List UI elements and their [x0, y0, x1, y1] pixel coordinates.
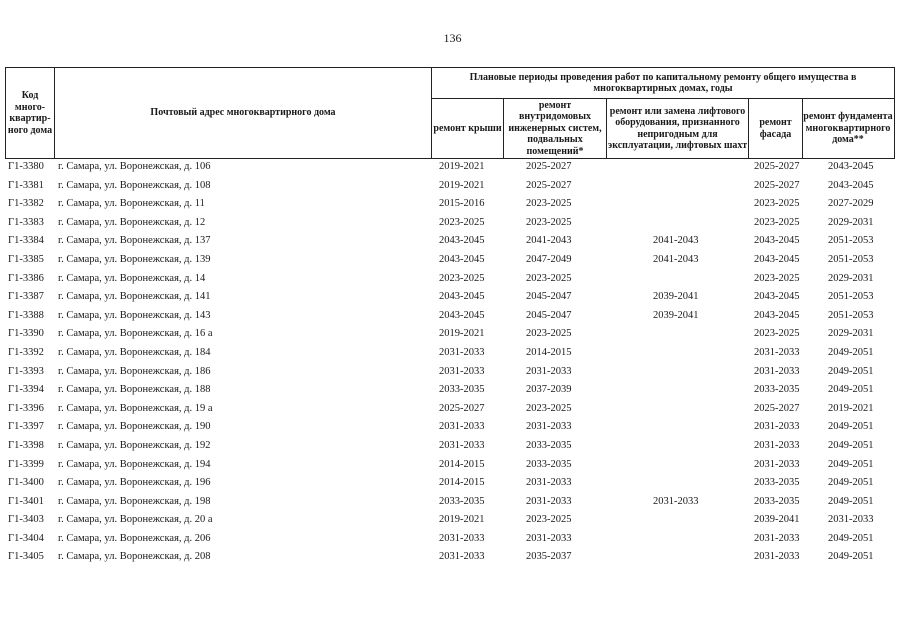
cell-roof: 2033-2035 — [439, 384, 485, 396]
cell-roof: 2014-2015 — [439, 458, 485, 470]
cell-address: г. Самара, ул. Воронежская, д. 106 — [58, 161, 211, 172]
cell-code: Г1-3388 — [8, 309, 44, 321]
cell-address: г. Самара, ул. Воронежская, д. 137 — [58, 235, 211, 247]
cell-foundation: 2049-2051 — [828, 532, 874, 544]
cell-engineering: 2045-2047 — [526, 291, 572, 303]
header-foundation: ремонт фундамента многоквартирного дома** — [803, 111, 893, 146]
cell-roof: 2019-2021 — [439, 161, 485, 172]
cell-code: Г1-3385 — [8, 253, 44, 265]
cell-address: г. Самара, ул. Воронежская, д. 186 — [58, 365, 211, 377]
cell-code: Г1-3386 — [8, 272, 44, 284]
cell-code: Г1-3381 — [8, 179, 44, 191]
cell-roof: 2031-2033 — [439, 365, 485, 377]
cell-facade: 2031-2033 — [754, 458, 800, 470]
cell-engineering: 2037-2039 — [526, 384, 572, 396]
cell-facade: 2031-2033 — [754, 551, 800, 563]
cell-address: г. Самара, ул. Воронежская, д. 141 — [58, 291, 211, 303]
cell-engineering: 2023-2025 — [526, 402, 572, 414]
cell-foundation: 2049-2051 — [828, 551, 874, 563]
header-address: Почтовый адрес многоквартирного дома — [150, 107, 336, 119]
cell-address: г. Самара, ул. Воронежская, д. 184 — [58, 346, 211, 358]
cell-roof: 2015-2016 — [439, 198, 485, 210]
table-row — [5, 531, 895, 550]
cell-roof: 2031-2033 — [439, 439, 485, 451]
cell-roof: 2025-2027 — [439, 402, 485, 414]
cell-lift: 2041-2043 — [653, 235, 699, 247]
page-number: 136 — [443, 31, 462, 45]
cell-facade: 2031-2033 — [754, 532, 800, 544]
table-row — [5, 438, 895, 457]
table-row — [5, 419, 895, 438]
cell-engineering: 2014-2015 — [526, 346, 572, 358]
cell-code: Г1-3392 — [8, 346, 44, 358]
cell-roof: 2019-2021 — [439, 328, 485, 340]
cell-address: г. Самара, ул. Воронежская, д. 198 — [58, 495, 211, 507]
cell-code: Г1-3383 — [8, 216, 44, 228]
cell-address: г. Самара, ул. Воронежская, д. 108 — [58, 179, 211, 191]
cell-foundation: 2043-2045 — [828, 161, 874, 172]
cell-engineering: 2023-2025 — [526, 328, 572, 340]
cell-address: г. Самара, ул. Воронежская, д. 19 а — [58, 402, 213, 414]
cell-engineering: 2023-2025 — [526, 216, 572, 228]
table-row — [5, 289, 895, 308]
cell-foundation: 2029-2031 — [828, 216, 874, 228]
cell-engineering: 2023-2025 — [526, 514, 572, 526]
cell-address: г. Самара, ул. Воронежская, д. 208 — [58, 551, 211, 563]
cell-address: г. Самара, ул. Воронежская, д. 16 а — [58, 328, 213, 340]
cell-foundation: 2031-2033 — [828, 514, 874, 526]
header-periods: Плановые периоды проведения работ по капитальному ремонту общего имущества в многоквартирных домах, годы — [469, 71, 857, 94]
cell-address: г. Самара, ул. Воронежская, д. 188 — [58, 384, 211, 396]
cell-code: Г1-3404 — [8, 532, 44, 544]
cell-code: Г1-3380 — [8, 161, 44, 172]
cell-foundation: 2049-2051 — [828, 384, 874, 396]
cell-facade: 2043-2045 — [754, 235, 800, 247]
cell-facade: 2025-2027 — [754, 179, 800, 191]
cell-foundation: 2051-2053 — [828, 309, 874, 321]
cell-address: г. Самара, ул. Воронежская, д. 20 а — [58, 514, 213, 526]
table-row — [5, 401, 895, 420]
cell-code: Г1-3401 — [8, 495, 44, 507]
cell-facade: 2025-2027 — [754, 402, 800, 414]
cell-engineering: 2025-2027 — [526, 179, 572, 191]
cell-engineering: 2045-2047 — [526, 309, 572, 321]
cell-foundation: 2049-2051 — [828, 439, 874, 451]
cell-facade: 2031-2033 — [754, 439, 800, 451]
cell-code: Г1-3396 — [8, 402, 44, 414]
cell-roof: 2031-2033 — [439, 532, 485, 544]
header-facade: ремонт фасада — [759, 117, 792, 140]
cell-facade: 2043-2045 — [754, 309, 800, 321]
cell-roof: 2043-2045 — [439, 309, 485, 321]
table-row — [5, 308, 895, 327]
table-row — [5, 215, 895, 234]
cell-engineering: 2023-2025 — [526, 198, 572, 210]
cell-lift: 2039-2041 — [653, 291, 699, 303]
cell-code: Г1-3382 — [8, 198, 44, 210]
cell-code: Г1-3390 — [8, 328, 44, 340]
table-row — [5, 326, 895, 345]
cell-code: Г1-3399 — [8, 458, 44, 470]
header-code: Код много-квартир-ного дома — [7, 90, 53, 136]
table-row — [5, 512, 895, 531]
header-lift: ремонт или замена лифтового оборудования, признанного непригодным для эксплуатации, лифтовых шахт — [607, 105, 748, 151]
table-row — [5, 159, 895, 178]
cell-roof: 2019-2021 — [439, 179, 485, 191]
cell-address: г. Самара, ул. Воронежская, д. 196 — [58, 477, 211, 489]
cell-lift: 2031-2033 — [653, 495, 699, 507]
table-row — [5, 457, 895, 476]
cell-engineering: 2023-2025 — [526, 272, 572, 284]
cell-foundation: 2029-2031 — [828, 272, 874, 284]
table-row — [5, 196, 895, 215]
cell-code: Г1-3387 — [8, 291, 44, 303]
cell-lift: 2041-2043 — [653, 253, 699, 265]
table-row — [5, 233, 895, 252]
cell-roof: 2023-2025 — [439, 216, 485, 228]
table-row — [5, 382, 895, 401]
cell-address: г. Самара, ул. Воронежская, д. 143 — [58, 309, 211, 321]
cell-foundation: 2019-2021 — [828, 402, 874, 414]
table-row — [5, 252, 895, 271]
cell-engineering: 2041-2043 — [526, 235, 572, 247]
cell-foundation: 2051-2053 — [828, 235, 874, 247]
cell-facade: 2043-2045 — [754, 253, 800, 265]
cell-foundation: 2051-2053 — [828, 253, 874, 265]
cell-engineering: 2031-2033 — [526, 495, 572, 507]
cell-address: г. Самара, ул. Воронежская, д. 14 — [58, 272, 206, 284]
cell-engineering: 2047-2049 — [526, 253, 572, 265]
cell-engineering: 2025-2027 — [526, 161, 572, 172]
cell-roof: 2043-2045 — [439, 291, 485, 303]
table-row — [5, 494, 895, 513]
cell-roof: 2043-2045 — [439, 235, 485, 247]
table-row — [5, 345, 895, 364]
cell-roof: 2033-2035 — [439, 495, 485, 507]
cell-foundation: 2043-2045 — [828, 179, 874, 191]
cell-facade: 2025-2027 — [754, 161, 800, 172]
cell-facade: 2043-2045 — [754, 291, 800, 303]
cell-address: г. Самара, ул. Воронежская, д. 139 — [58, 253, 211, 265]
cell-code: Г1-3397 — [8, 421, 44, 433]
cell-facade: 2033-2035 — [754, 384, 800, 396]
cell-code: Г1-3394 — [8, 384, 44, 396]
table-row — [5, 364, 895, 383]
cell-address: г. Самара, ул. Воронежская, д. 11 — [58, 198, 205, 210]
cell-facade: 2033-2035 — [754, 495, 800, 507]
cell-code: Г1-3384 — [8, 235, 44, 247]
cell-facade: 2031-2033 — [754, 421, 800, 433]
cell-facade: 2023-2025 — [754, 216, 800, 228]
cell-facade: 2031-2033 — [754, 346, 800, 358]
cell-address: г. Самара, ул. Воронежская, д. 194 — [58, 458, 211, 470]
cell-code: Г1-3398 — [8, 439, 44, 451]
table-row — [5, 475, 895, 494]
cell-address: г. Самара, ул. Воронежская, д. 190 — [58, 421, 211, 433]
cell-facade: 2031-2033 — [754, 365, 800, 377]
cell-code: Г1-3403 — [8, 514, 44, 526]
cell-roof: 2023-2025 — [439, 272, 485, 284]
cell-code: Г1-3405 — [8, 551, 44, 563]
cell-facade: 2033-2035 — [754, 477, 800, 489]
cell-address: г. Самара, ул. Воронежская, д. 192 — [58, 439, 211, 451]
cell-foundation: 2049-2051 — [828, 477, 874, 489]
cell-roof: 2031-2033 — [439, 421, 485, 433]
cell-engineering: 2033-2035 — [526, 439, 572, 451]
cell-foundation: 2027-2029 — [828, 198, 874, 210]
cell-foundation: 2051-2053 — [828, 291, 874, 303]
cell-engineering: 2031-2033 — [526, 421, 572, 433]
table-row — [5, 549, 895, 568]
table-row — [5, 271, 895, 290]
cell-foundation: 2049-2051 — [828, 421, 874, 433]
cell-foundation: 2049-2051 — [828, 346, 874, 358]
cell-code: Г1-3393 — [8, 365, 44, 377]
cell-foundation: 2029-2031 — [828, 328, 874, 340]
cell-foundation: 2049-2051 — [828, 365, 874, 377]
header-engineering: ремонт внутридомовых инженерных систем, подвальных помещений* — [508, 99, 602, 157]
cell-roof: 2031-2033 — [439, 551, 485, 563]
table-header — [5, 67, 895, 159]
cell-lift: 2039-2041 — [653, 309, 699, 321]
cell-address: г. Самара, ул. Воронежская, д. 206 — [58, 532, 211, 544]
header-roof: ремонт крыши — [433, 122, 502, 134]
cell-facade: 2023-2025 — [754, 198, 800, 210]
cell-facade: 2023-2025 — [754, 272, 800, 284]
table-row — [5, 178, 895, 197]
cell-engineering: 2035-2037 — [526, 551, 572, 563]
cell-facade: 2039-2041 — [754, 514, 800, 526]
cell-roof: 2014-2015 — [439, 477, 485, 489]
cell-roof: 2019-2021 — [439, 514, 485, 526]
cell-roof: 2043-2045 — [439, 253, 485, 265]
cell-facade: 2023-2025 — [754, 328, 800, 340]
cell-engineering: 2031-2033 — [526, 365, 572, 377]
cell-engineering: 2033-2035 — [526, 458, 572, 470]
cell-foundation: 2049-2051 — [828, 458, 874, 470]
cell-foundation: 2049-2051 — [828, 495, 874, 507]
cell-code: Г1-3400 — [8, 477, 44, 489]
cell-roof: 2031-2033 — [439, 346, 485, 358]
table-body — [5, 159, 895, 568]
cell-engineering: 2031-2033 — [526, 532, 572, 544]
cell-address: г. Самара, ул. Воронежская, д. 12 — [58, 216, 206, 228]
cell-engineering: 2031-2033 — [526, 477, 572, 489]
